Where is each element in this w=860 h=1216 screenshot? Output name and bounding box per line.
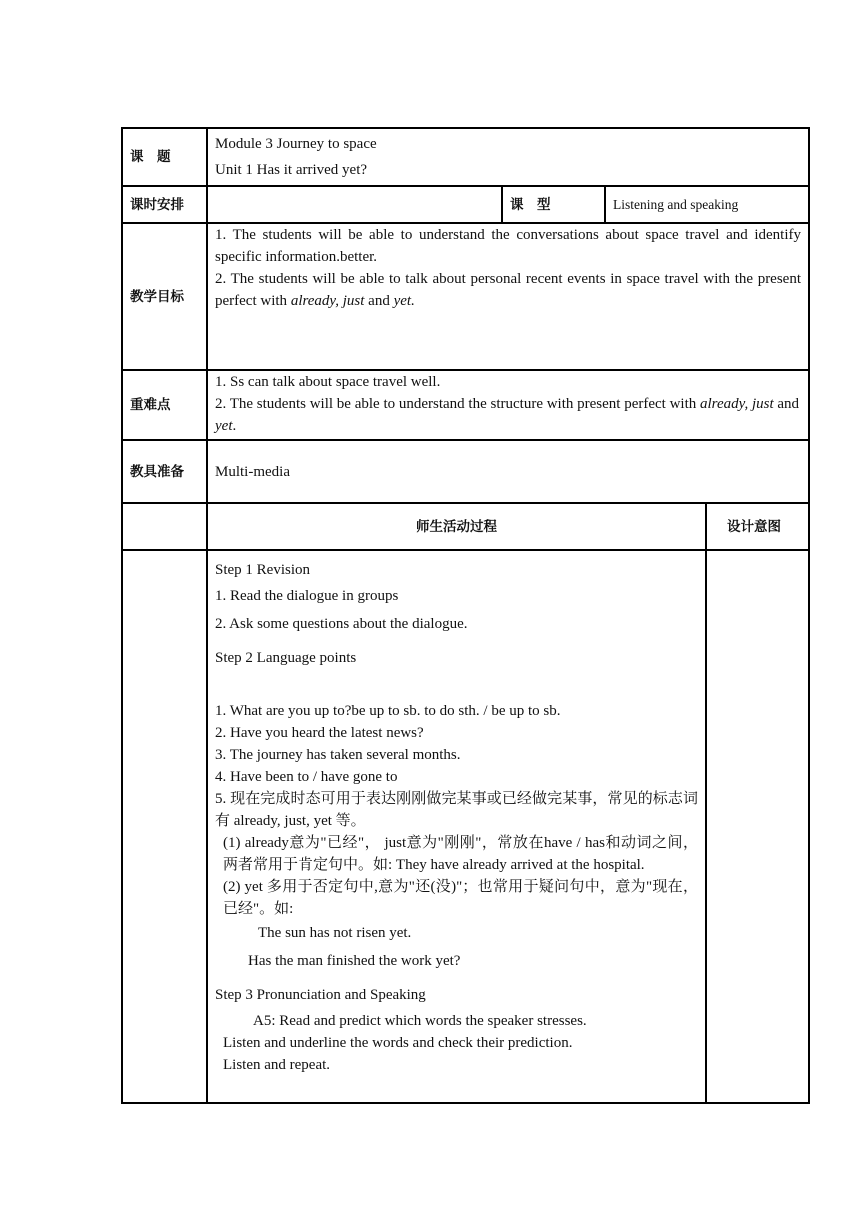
- process-row: [122, 550, 809, 1103]
- grammar-note-1: (1) already意为"已经"， just意为"刚刚"，常放在have / has和动词之间，两者常用于肯定句中。如: They have already arrived at the hospital.: [223, 835, 698, 873]
- step3-title: Step 3 Pronunciation and Speaking: [215, 987, 426, 1003]
- topic-label: 课 题: [122, 128, 207, 186]
- key-points-label: 重难点: [122, 370, 207, 440]
- key-point-2: [215, 393, 801, 437]
- topic-row: [122, 128, 809, 186]
- objectives-row: [122, 223, 809, 370]
- step2-item-5: 5. 现在完成时态可用于表达刚刚做完某事或已经做完某事，常见的标志词有 already, just, yet 等。: [215, 791, 698, 829]
- materials-row: [122, 440, 809, 503]
- key-point-2-text: 2. The students will be able to understand the structure with present perfect with: [215, 396, 701, 412]
- step2-item-1: 1. What are you up to?be up to sb. to do sth. / be up to sb.: [215, 703, 561, 719]
- step1-item-2: 2. Ask some questions about the dialogue.: [215, 616, 468, 632]
- key-point-2-end: .: [232, 418, 237, 434]
- objective-2: [215, 268, 801, 312]
- objective-2-em2: yet.: [393, 293, 415, 309]
- lesson-type-value: Listening and speaking: [605, 186, 809, 223]
- step3-item-1: A5: Read and predict which words the speaker stresses.: [253, 1013, 587, 1029]
- lesson-plan-table: [121, 127, 810, 1104]
- step3-item-3: Listen and repeat.: [223, 1057, 331, 1073]
- design-intent-header: 设计意图: [706, 503, 809, 550]
- topic-module: Module 3 Journey to space: [215, 136, 377, 152]
- topic-value: [207, 128, 809, 186]
- objectives-label: 教学目标: [122, 223, 207, 370]
- materials-value: Multi-media: [207, 440, 809, 503]
- schedule-label: 课时安排: [122, 186, 207, 223]
- schedule-value: [207, 186, 502, 223]
- objectives-value: [207, 223, 809, 370]
- key-point-1: 1. Ss can talk about space travel well.: [215, 374, 441, 390]
- step1-title: Step 1 Revision: [215, 562, 311, 578]
- objective-2-em: already, just: [290, 293, 365, 309]
- step2-item-3: 3. The journey has taken several months.: [215, 747, 461, 763]
- topic-unit: Unit 1 Has it arrived yet?: [215, 162, 368, 178]
- key-point-2-and: and: [773, 396, 800, 412]
- process-left-blank: [122, 550, 207, 1103]
- objective-2-text: 2. The students will be able to talk about personal recent events in space travel with the present perfect with: [215, 271, 802, 309]
- design-intent-content: [706, 550, 809, 1103]
- step1-item-1: 1. Read the dialogue in groups: [215, 588, 399, 604]
- step3-item-2: Listen and underline the words and check their prediction.: [223, 1035, 573, 1051]
- schedule-row: [122, 186, 809, 223]
- key-points-value: [207, 370, 809, 440]
- process-header-row: [122, 503, 809, 550]
- grammar-note-2: (2) yet 多用于否定句中,意为"还(没)"；也常用于疑问句中，意为"现在，已经"。如:: [223, 879, 698, 917]
- process-header-blank: [122, 503, 207, 550]
- example-2: Has the man finished the work yet?: [248, 953, 461, 969]
- objective-2-and: and: [364, 293, 394, 309]
- process-header-title: 师生活动过程: [207, 503, 706, 550]
- example-1: The sun has not risen yet.: [258, 925, 412, 941]
- key-points-row: [122, 370, 809, 440]
- lesson-type-label: 课 型: [502, 186, 605, 223]
- process-content: [207, 550, 706, 1103]
- step2-item-4: 4. Have been to / have gone to: [215, 769, 398, 785]
- step2-item-2: 2. Have you heard the latest news?: [215, 725, 424, 741]
- materials-label: 教具准备: [122, 440, 207, 503]
- key-point-2-em2: yet: [215, 418, 233, 434]
- objective-1: 1. The students will be able to understand the conversations about space travel and identify specific information.better.: [215, 227, 802, 265]
- step2-title: Step 2 Language points: [215, 650, 357, 666]
- key-point-2-em: already, just: [700, 396, 774, 412]
